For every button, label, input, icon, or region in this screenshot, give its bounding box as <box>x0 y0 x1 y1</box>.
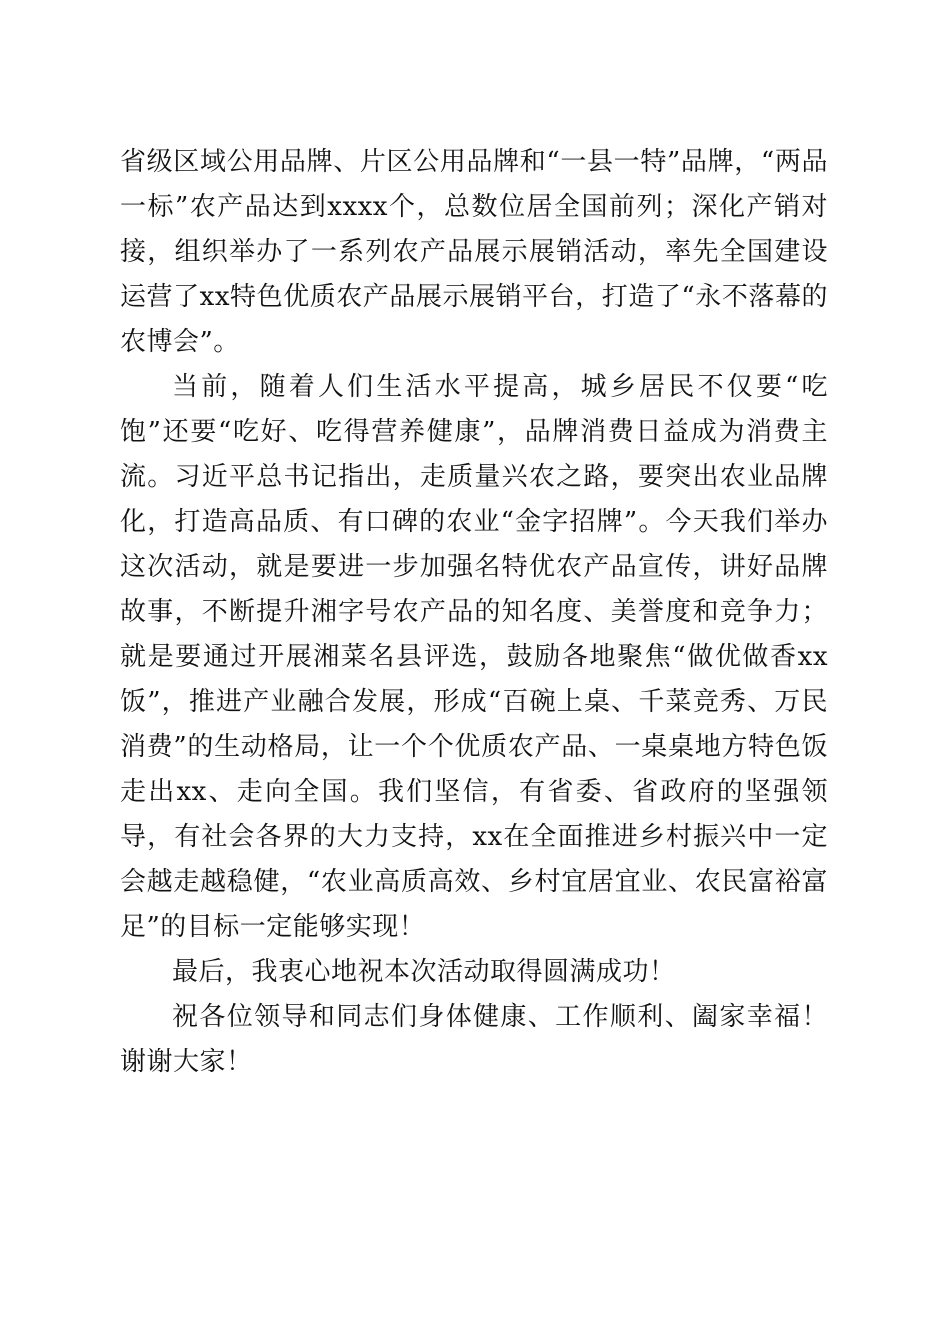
paragraph-closing-wish: 最后，我衷心地祝本次活动取得圆满成功！ <box>172 957 676 987</box>
paragraph-current-situation: 当前，随着人们生活水平提高，城乡居民不仅要“吃饱”还要“吃好、吃得营养健康”，品牌消费日益成为消费主流。习近平总书记指出，走质量兴农之路，要突出农业品牌化，打造高品质、有口碑的农业“金字招牌”。今天我们举办这次活动，就是要进一步加强名特优农产品宣传，讲好品牌故事，不断提升湘字号农产品的知名度、美誉度和竞争力；就是要通过开展湘菜名县评选，鼓励各地聚焦“做优做香xx饭”，推进产业融合发展，形成“百碗上桌、千菜竞秀、万民消费”的生动格局，让一个个优质农产品、一桌桌地方特色饭走出xx、走向全国。我们坚信，有省委、省政府的坚强领导，有社会各界的大力支持，xx在全面推进乡村振兴中一定会越走越稳健，“农业高质高效、乡村宜居宜业、农民富裕富足”的目标一定能够实现！ <box>120 372 828 942</box>
paragraph-thanks: 祝各位领导和同志们身体健康、工作顺利、阖家幸福！谢谢大家！ <box>120 1002 828 1077</box>
paragraph-continued: 省级区域公用品牌、片区公用品牌和“一县一特”品牌，“两品一标”农产品达到xxxx个，总数位居全国前列；深化产销对接，组织举办了一系列农产品展示展销活动，率先全国建设运营了xx特色优质农产品展示展销平台，打造了“永不落幕的农博会”。 <box>120 147 828 357</box>
document-body <box>120 140 828 1085</box>
